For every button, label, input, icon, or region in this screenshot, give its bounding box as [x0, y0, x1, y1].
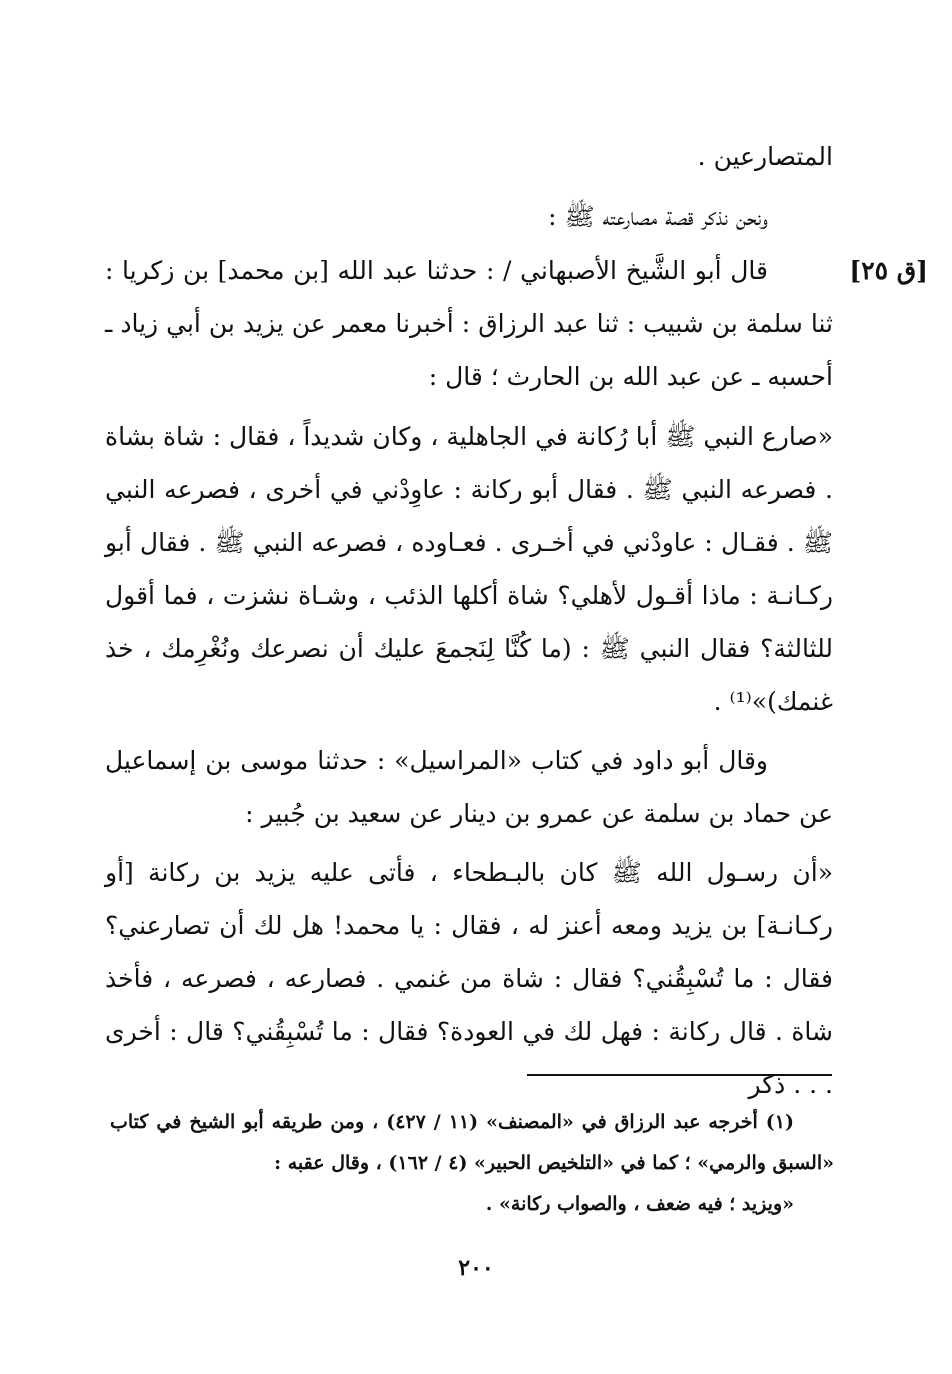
footnote-divider [527, 1074, 832, 1076]
main-text [105, 410, 833, 728]
paragraph-intro: ونحن نذكر قصة مصارعته ﷺ : [548, 202, 768, 231]
main-text [105, 190, 833, 243]
page-number: ٢٠٠ [458, 1255, 494, 1281]
manuscript-folio-marker: [ق ٢٥] [849, 256, 928, 285]
footnote-1-continuation: «ويزيد ؛ فيه ضعف ، والصواب ركانة» . [485, 1193, 794, 1215]
main-text [105, 734, 833, 840]
footnotes [110, 1102, 834, 1225]
paragraph-hadith-mursal: «أن رسـول الله ﷺ كان بالبـطحاء ، فأتى عليه يزيد بن ركانة [أو ركـانـة] بن يزيد ومعه أعنز له ، فقال : يا محمد! هل لك أن تصارعني؟ فقال : ما تُسْبِقُني؟ فقال : شاة من غنمي . فصارعه ، فصرعه ، فأخذ شاة . قال ركانة : فهل لك في العودة؟ فقال : ما تُسْبِقُني؟ قال : أخرى . . . ذكر [105, 858, 833, 1099]
paragraph-isnad-abu-dawud: وقال أبو داود في كتاب «المراسيل» : حدثنا موسى بن إسماعيل عن حماد بن سلمة عن عمرو بن دينار عن سعيد بن جُبير : [105, 746, 833, 828]
paragraph-hadith-rukana: «صارع النبي ﷺ أبا رُكانة في الجاهلية ، وكان شديداً ، فقال : شاة بشاة . فصرعه النبي ﷺ . فقال أبو ركانة : عاوِدْني في أخرى ، فصرعه النبي ﷺ . فقـال : عاودْني في أخـرى . فعـاوده ، فصرعه النبي ﷺ . فقال أبو ركـانـة : ماذا أقـول لأهلي؟ شاة أكلها الذئب ، وشـاة نشزت ، فما أقول للثالثة؟ فقال النبي ﷺ : (ما كُنَّا لِنَجمعَ عليك أن نصرعك ونُغْرِمك ، خذ غنمك)»⁽¹⁾ . [105, 422, 833, 716]
main-text [105, 130, 833, 183]
paragraph-isnad-abu-al-shaykh: قال أبو الشَّيخ الأصبهاني / : حدثنا عبد الله [بن محمد] بن زكريا : ثنا سلمة بن شبيب : ثنا عبد الرزاق : أخبرنا معمر عن يزيد بن أبي زياد ـ أحسبه ـ عن عبد الله بن الحارث ؛ قال : [105, 256, 833, 391]
paragraph-closing-word: المتصارعين . [697, 142, 833, 171]
footnote-1: (١) أخرجه عبد الرزاق في «المصنف» (١١ / ٤٢٧) ، ومن طريقه أبو الشيخ في كتاب «السبق والرمي» ؛ كما في «التلخيص الحبير» (٤ / ١٦٢) ، وقال عقبه : [110, 1111, 834, 1174]
main-text [105, 244, 833, 403]
main-text [105, 846, 833, 1111]
